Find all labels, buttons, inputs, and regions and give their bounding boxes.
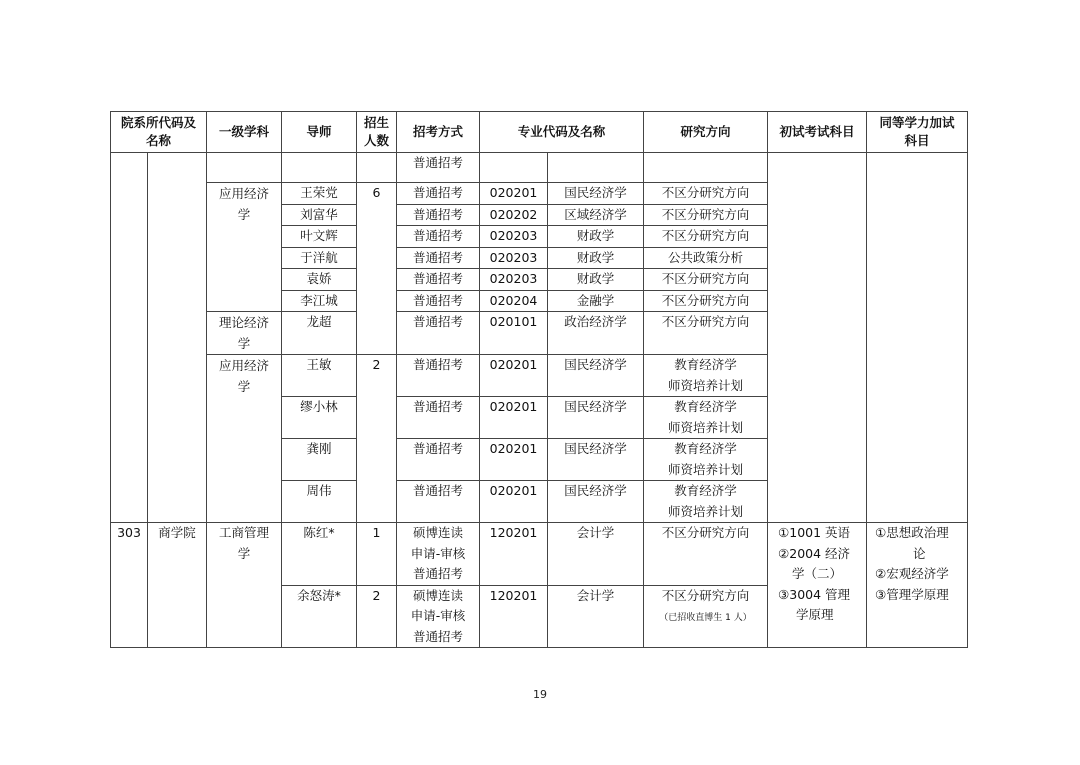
method-cell: 普通招考	[397, 247, 480, 269]
code-cell: 020203	[480, 247, 548, 269]
dept-code-cell: 303	[111, 523, 148, 648]
advisor-cell: 王敏	[282, 355, 357, 397]
code-cell: 020204	[480, 290, 548, 312]
direction-cell: 不区分研究方向	[644, 269, 768, 291]
advisor-cell: 龚刚	[282, 439, 357, 481]
direction-cell: 教育经济学 师资培养计划	[644, 355, 768, 397]
code-cell: 020201	[480, 439, 548, 481]
advisor-cell: 李江城	[282, 290, 357, 312]
major-cell: 会计学	[548, 523, 644, 586]
direction-cell: 不区分研究方向	[644, 523, 768, 586]
header-advisor: 导师	[282, 112, 357, 153]
method-cell: 普通招考	[397, 355, 480, 397]
direction-cell: 不区分研究方向	[644, 204, 768, 226]
quota-cell: 1	[357, 523, 397, 586]
major-cell: 国民经济学	[548, 481, 644, 523]
header-method: 招考方式	[397, 112, 480, 153]
method-cell: 普通招考	[397, 290, 480, 312]
discipline-cell: 工商管理 学	[207, 523, 282, 648]
quota-cell	[357, 153, 397, 183]
header-row	[111, 112, 968, 153]
code-cell: 020202	[480, 204, 548, 226]
code-cell: 020201	[480, 481, 548, 523]
major-cell: 政治经济学	[548, 312, 644, 355]
method-cell: 硕博连读 申请-审核 普通招考	[397, 585, 480, 648]
code-cell: 020101	[480, 312, 548, 355]
method-cell: 硕博连读 申请-审核 普通招考	[397, 523, 480, 586]
method-cell: 普通招考	[397, 397, 480, 439]
advisor-cell: 王荣党	[282, 183, 357, 205]
major-cell: 国民经济学	[548, 355, 644, 397]
extra-cell: ①思想政治理 论 ②宏观经济学 ③管理学原理	[867, 523, 968, 648]
header-extra: 同等学力加试 科目	[867, 112, 968, 153]
code-cell: 120201	[480, 585, 548, 648]
direction-cell: 不区分研究方向	[644, 183, 768, 205]
method-cell: 普通招考	[397, 312, 480, 355]
code-cell: 020201	[480, 183, 548, 205]
advisor-cell: 刘富华	[282, 204, 357, 226]
code-cell: 020203	[480, 226, 548, 248]
direction-cell: 不区分研究方向	[644, 226, 768, 248]
direction-cell: 不区分研究方向	[644, 312, 768, 355]
advisor-cell: 于洋航	[282, 247, 357, 269]
major-cell: 国民经济学	[548, 439, 644, 481]
direction-note: （已招收直博生 1 人）	[659, 613, 752, 623]
quota-cell: 2	[357, 585, 397, 648]
direction-cell: 不区分研究方向 （已招收直博生 1 人）	[644, 585, 768, 648]
exam-cell	[768, 153, 867, 523]
header-quota: 招生 人数	[357, 112, 397, 153]
major-cell: 财政学	[548, 269, 644, 291]
method-cell: 普通招考	[397, 481, 480, 523]
code-cell: 020203	[480, 269, 548, 291]
page-number: 19	[533, 688, 547, 701]
method-cell: 普通招考	[397, 226, 480, 248]
exam-cell: ①1001 英语 ②2004 经济 学（二） ③3004 管理 学原理	[768, 523, 867, 648]
discipline-cell: 应用经济 学	[207, 183, 282, 312]
method-cell: 普通招考	[397, 204, 480, 226]
header-exam: 初试考试科目	[768, 112, 867, 153]
direction-cell: 教育经济学 师资培养计划	[644, 397, 768, 439]
advisor-cell: 余怒涛*	[282, 585, 357, 648]
direction-cell: 教育经济学 师资培养计划	[644, 481, 768, 523]
advisor-cell	[282, 153, 357, 183]
major-cell: 财政学	[548, 247, 644, 269]
major-cell: 金融学	[548, 290, 644, 312]
direction-cell	[644, 153, 768, 183]
admissions-table	[110, 111, 968, 648]
advisor-cell: 龙超	[282, 312, 357, 355]
advisor-cell: 叶文辉	[282, 226, 357, 248]
major-cell: 会计学	[548, 585, 644, 648]
discipline-cell: 应用经济 学	[207, 355, 282, 523]
header-direction: 研究方向	[644, 112, 768, 153]
discipline-cell: 理论经济 学	[207, 312, 282, 355]
quota-cell: 6	[357, 183, 397, 355]
code-cell	[480, 153, 548, 183]
method-cell: 普通招考	[397, 269, 480, 291]
method-cell: 普通招考	[397, 153, 480, 183]
extra-cell	[867, 153, 968, 523]
header-discipline: 一级学科	[207, 112, 282, 153]
code-cell: 120201	[480, 523, 548, 586]
major-cell: 国民经济学	[548, 183, 644, 205]
major-cell: 国民经济学	[548, 397, 644, 439]
major-cell: 财政学	[548, 226, 644, 248]
major-cell: 区域经济学	[548, 204, 644, 226]
header-major: 专业代码及名称	[480, 112, 644, 153]
dept-code-cell	[111, 153, 148, 523]
code-cell: 020201	[480, 355, 548, 397]
advisor-cell: 缪小林	[282, 397, 357, 439]
code-cell: 020201	[480, 397, 548, 439]
major-cell	[548, 153, 644, 183]
direction-cell: 不区分研究方向	[644, 290, 768, 312]
quota-cell: 2	[357, 355, 397, 523]
dept-name-cell: 商学院	[148, 523, 207, 648]
advisor-cell: 袁娇	[282, 269, 357, 291]
dept-name-cell	[148, 153, 207, 523]
advisor-cell: 周伟	[282, 481, 357, 523]
table-row	[111, 153, 968, 183]
direction-cell: 公共政策分析	[644, 247, 768, 269]
method-cell: 普通招考	[397, 439, 480, 481]
method-cell: 普通招考	[397, 183, 480, 205]
table-row	[111, 523, 968, 586]
advisor-cell: 陈红*	[282, 523, 357, 586]
header-dept: 院系所代码及 名称	[111, 112, 207, 153]
direction-cell: 教育经济学 师资培养计划	[644, 439, 768, 481]
discipline-cell	[207, 153, 282, 183]
